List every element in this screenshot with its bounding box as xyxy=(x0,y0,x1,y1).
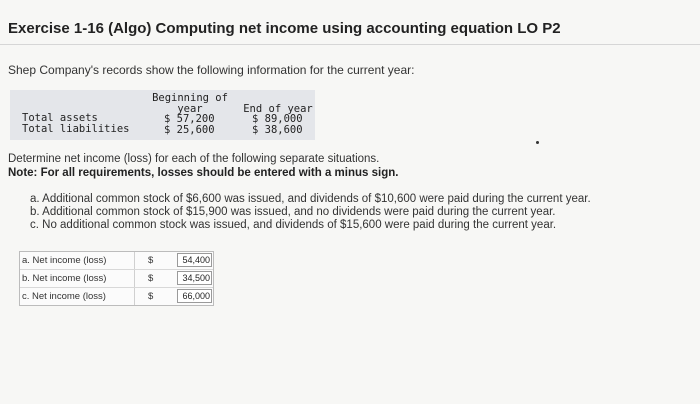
page-title: Exercise 1-16 (Algo) Computing net income using accounting equation LO P2 xyxy=(8,20,561,37)
intro-text: Shep Company's records show the following information for the current year: xyxy=(8,63,415,77)
total-liabilities-beginning: $ 25,600 xyxy=(164,124,215,136)
answer-row xyxy=(20,287,213,305)
situation-a: a. Additional common stock of $6,600 was issued, and dividends of $10,600 were paid during the current year. xyxy=(30,193,591,205)
header-beginning-line1: Beginning of xyxy=(152,92,228,104)
stray-dot-mark xyxy=(536,141,539,144)
header-beginning-line2: year xyxy=(177,103,203,115)
instructions-text: Determine net income (loss) for each of the following separate situations. xyxy=(8,153,380,165)
info-table xyxy=(10,90,315,140)
currency-symbol: $ xyxy=(148,273,154,284)
situation-c: c. No additional common stock was issued, and dividends of $15,600 were paid during the current year. xyxy=(30,219,557,231)
currency-symbol: $ xyxy=(148,291,154,302)
answer-table xyxy=(19,251,214,306)
net-income-a-input[interactable]: 54,400 xyxy=(177,253,212,267)
situation-b: b. Additional common stock of $15,900 was issued, and no dividends were paid during the current year. xyxy=(30,206,556,218)
header-end: End of year xyxy=(243,103,313,115)
answer-row xyxy=(20,252,213,269)
total-assets-beginning: $ 57,200 xyxy=(164,113,215,125)
net-income-c-input[interactable]: 66,000 xyxy=(177,289,212,303)
note-text: Note: For all requirements, losses should be entered with a minus sign. xyxy=(8,167,399,179)
answer-label-c: c. Net income (loss) xyxy=(20,288,135,305)
total-assets-end: $ 89,000 xyxy=(252,113,303,125)
title-divider xyxy=(0,44,700,45)
total-liabilities-end: $ 38,600 xyxy=(252,124,303,136)
answer-label-b: b. Net income (loss) xyxy=(20,270,135,287)
answer-row xyxy=(20,269,213,287)
currency-symbol: $ xyxy=(148,255,154,266)
answer-label-a: a. Net income (loss) xyxy=(20,252,135,269)
net-income-b-input[interactable]: 34,500 xyxy=(177,271,212,285)
row-label-total-assets: Total assets xyxy=(22,112,98,124)
row-label-total-liabilities: Total liabilities xyxy=(22,123,130,135)
